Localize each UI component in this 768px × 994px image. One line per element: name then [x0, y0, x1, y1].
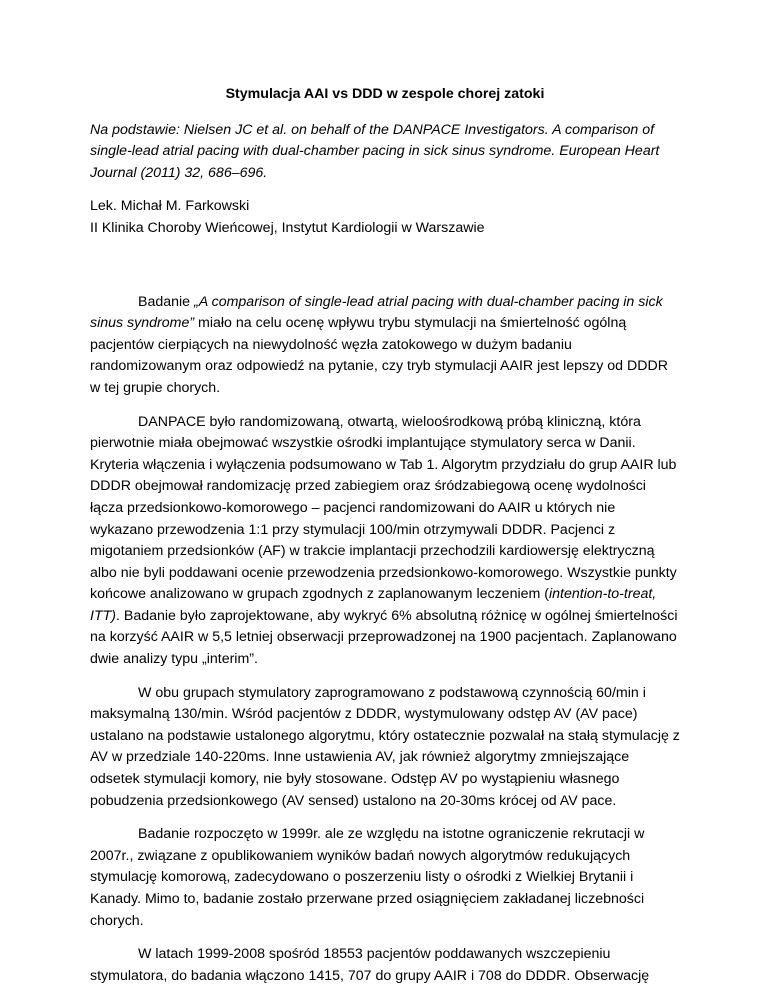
paragraph-2 [90, 412, 680, 671]
document-title: Stymulacja AAI vs DDD w zespole chorej zatoki [225, 86, 545, 102]
author-name: Lek. Michał M. Farkowski [90, 198, 250, 215]
paragraph-5: W latach 1999-2008 spośród 18553 pacjentów poddawanych wszczepieniu stymulatora, do badania włączono 1415, 707 do grupy AAIR i 708 do DDDR. Obserwację [90, 946, 650, 984]
paragraph-1-study-title: „A comparison of single-lead atrial pacing with dual-chamber pacing in sick sinus syndrome” [90, 293, 663, 332]
paragraph-2-lead: DANPACE było randomizowaną, otwartą, wieloośrodkową próbą kliniczną, która pierwotnie miała obejmować wszystkie ośrodki implantujące stymulatory serca w Danii. Kryteria włączenia i wyłączenia podsumowano w Tab 1. Algorytm przydziału do grup AAIR lub DDDR obejmował randomizację przed zabiegiem oraz śródzabiegową ocenę wydolności łącza przedsionkowo-komorowego – pacjenci randomizowani do AAIR u których nie wykazano przewodzenia 1:1 przy stymulacji 100/min otrzymywali DDDR. Pacjenci z migotaniem przedsionków (AF) w trakcie implantacji przechodzili kardiowersję elektryczną albo nie byli poddawani ocenie przewodzenia przedsionkowo-komorowego. Wszystkie punkty końcowe analizowano w grupach zgodnych z zaplanowanym leczeniem ( [90, 413, 677, 603]
paragraph-2-rest: . Badanie było zaprojektowane, aby wykryć 6% absolutną różnicę w ogólnej śmiertelności na korzyść AAIR w 5,5 letniej obserwacji przeprowadzonej na 1900 pacjentach. Zaplanowano dwie analizy typu „interim”. [90, 607, 678, 668]
author-block [90, 196, 680, 239]
paragraph-1 [90, 292, 680, 400]
document-page [90, 80, 680, 987]
paragraph-2-itt-term: intention-to-treat, ITT) [90, 586, 657, 624]
paragraph-1-rest: miało na celu ocenę wpływu trybu stymulacji na śmiertelność ogólną pacjentów cierpiących na niewydolność węzła zatokowego w dużym badaniu randomizowanym oraz odpowiedź na pytanie, czy tryb stymulacji AAIR jest lepszy od DDDR w tej grupie chorych. [90, 315, 668, 396]
paragraph-3: W obu grupach stymulatory zaprogramowano z podstawową czynnością 60/min i maksymalną 130/min. Wśród pacjentów z DDDR, wystymulowany odstęp AV (AV pace) ustalano na podstawie ustalonego algorytmu, który ostatecznie pozwalał na stałą stymulację z AV w przedziale 140-220ms. Inne ustawienia AV, jak również algorytmy zmniejszające odsetek stymulacji komory, nie były stosowane. Odstęp AV po wystąpieniu własnego pobudzenia przedsionkowego (AV sensed) ustalono na 20-30ms krócej od AV pace. [90, 684, 680, 809]
paragraph-4: Badanie rozpoczęto w 1999r. ale ze względu na istotne ograniczenie rekrutacji w 2007r., związane z opublikowaniem wyników badań nowych algorytmów redukujących stymulację komorową, zadecydowano o poszerzeniu listy o ośrodki z Wielkiej Brytanii i Kanady. Mimo to, badanie zostało przerwane przed osiągnięciem zakładanej liczebności chorych. [90, 826, 645, 929]
paragraph-1-lead: Badanie [138, 293, 195, 310]
author-affiliation: II Klinika Choroby Wieńcowej, Instytut Kardiologii w Warszawie [90, 219, 485, 236]
source-citation: Na podstawie: Nielsen JC et al. on behalf of the DANPACE Investigators. A comparison of single-lead atrial pacing with dual-chamber pacing in sick sinus syndrome. European Heart Journal (2011) 32, 686–696. [90, 121, 660, 181]
